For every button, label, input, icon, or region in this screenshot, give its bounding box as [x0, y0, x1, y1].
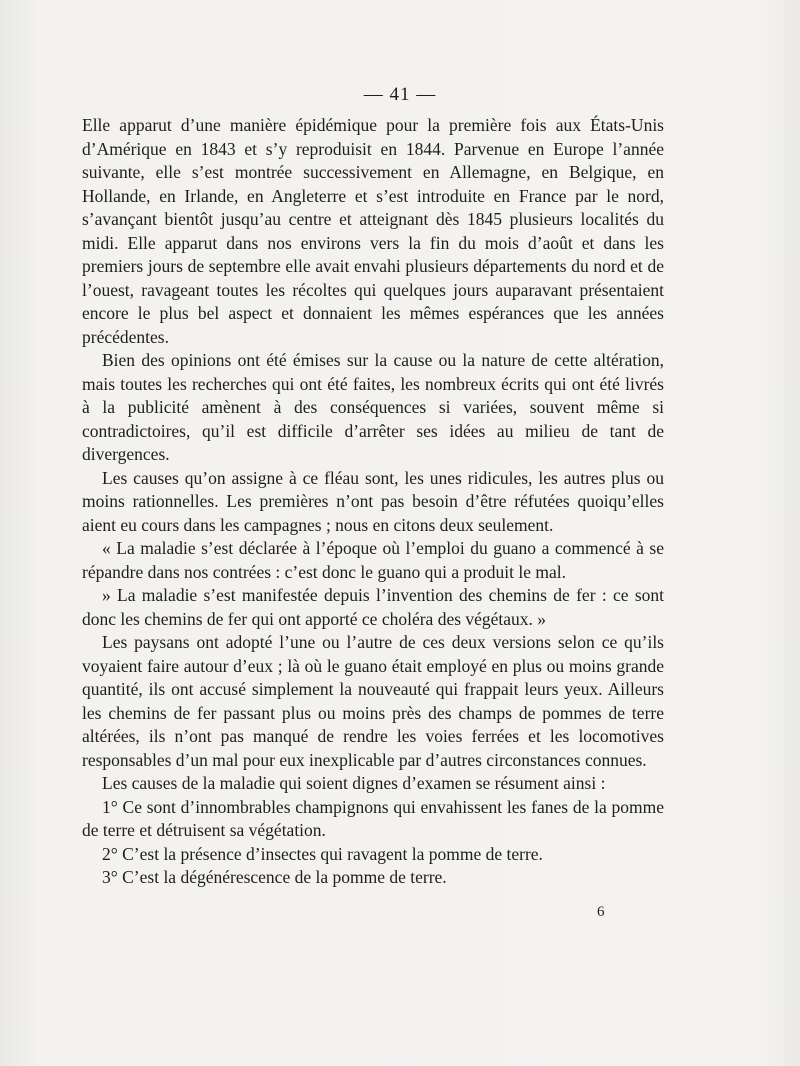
cause-1: 1° Ce sont d’innombrables champignons qui envahissent les fanes de la pomme de terre et détruisent sa végétation. [82, 796, 664, 840]
cause-2: 2° C’est la présence d’insectes qui ravagent la pomme de terre. [102, 843, 543, 864]
body-text [82, 114, 664, 890]
cause-3: 3° C’est la dégénérescence de la pomme de terre. [102, 867, 447, 887]
quote-guano: « La maladie s’est déclarée à l’époque où l’emploi du guano a commencé à se répandre dans nos contrées : c’est donc le guano qui a produit le mal. [82, 538, 664, 582]
paragraph-5: Les causes de la maladie qui soient dignes d’examen se résument ainsi : [102, 773, 606, 793]
paragraph-1: Elle apparut d’une manière épidémique pour la première fois aux États-Unis d’Amérique en 1843 et s’y reproduisit en 1844. Parvenue en Europe l’année suivante, elle s’est montrée successivement en Allemagne, en Belgique, en Hollande, en Irlande, en Angleterre et s’est introduite en France par le nord, s’avançant bientôt jusqu’au centre et atteignant dès 1845 plusieurs localités du midi. Elle apparut dans nos environs vers la fin du mois d’août et dans les premiers jours de septembre elle avait envahi plusieurs départements du nord et de l’ouest, ravageant toutes les récoltes qui quelques jours auparavant présentaient encore le plus bel aspect et donnaient les mêmes espérances que les années précédentes. [82, 115, 664, 347]
paragraph-4: Les paysans ont adopté l’une ou l’autre de ces deux versions selon ce qu’ils voyaient faire autour d’eux ; là où le guano était employé en plus ou moins grande quantité, ils ont accusé simplement la nouveauté qui frappait leurs yeux. Ailleurs les chemins de fer passant plus ou moins près des champs de pommes de terre altérées, ils n’ont pas manqué de rendre les voies ferrées et les locomotives responsables d’un mal pour eux inexplicable par d’autres circonstances connues. [82, 632, 664, 770]
paragraph-3: Les causes qu’on assigne à ce fléau sont, les unes ridicules, les autres plus ou moins rationnelles. Les premières n’ont pas besoin d’être réfutées quoiqu’elles aient eu cours dans les campagnes ; nous en citons deux seulement. [82, 467, 664, 535]
signature-mark: 6 [597, 904, 605, 920]
paragraph-2: Bien des opinions ont été émises sur la cause ou la nature de cette altération, mais toutes les recherches qui ont été faites, les nombreux écrits qui ont été livrés à la publicité amènent à des conséquences si variées, souvent même si contradictoires, qu’il est difficile d’arrêter ses idées au milieu de tant de divergences. [82, 350, 664, 464]
page-number: — 41 — [363, 84, 437, 105]
quote-railways: » La maladie s’est manifestée depuis l’invention des chemins de fer : ce sont donc les chemins de fer qui ont apporté ce choléra des végétaux. » [82, 585, 664, 629]
